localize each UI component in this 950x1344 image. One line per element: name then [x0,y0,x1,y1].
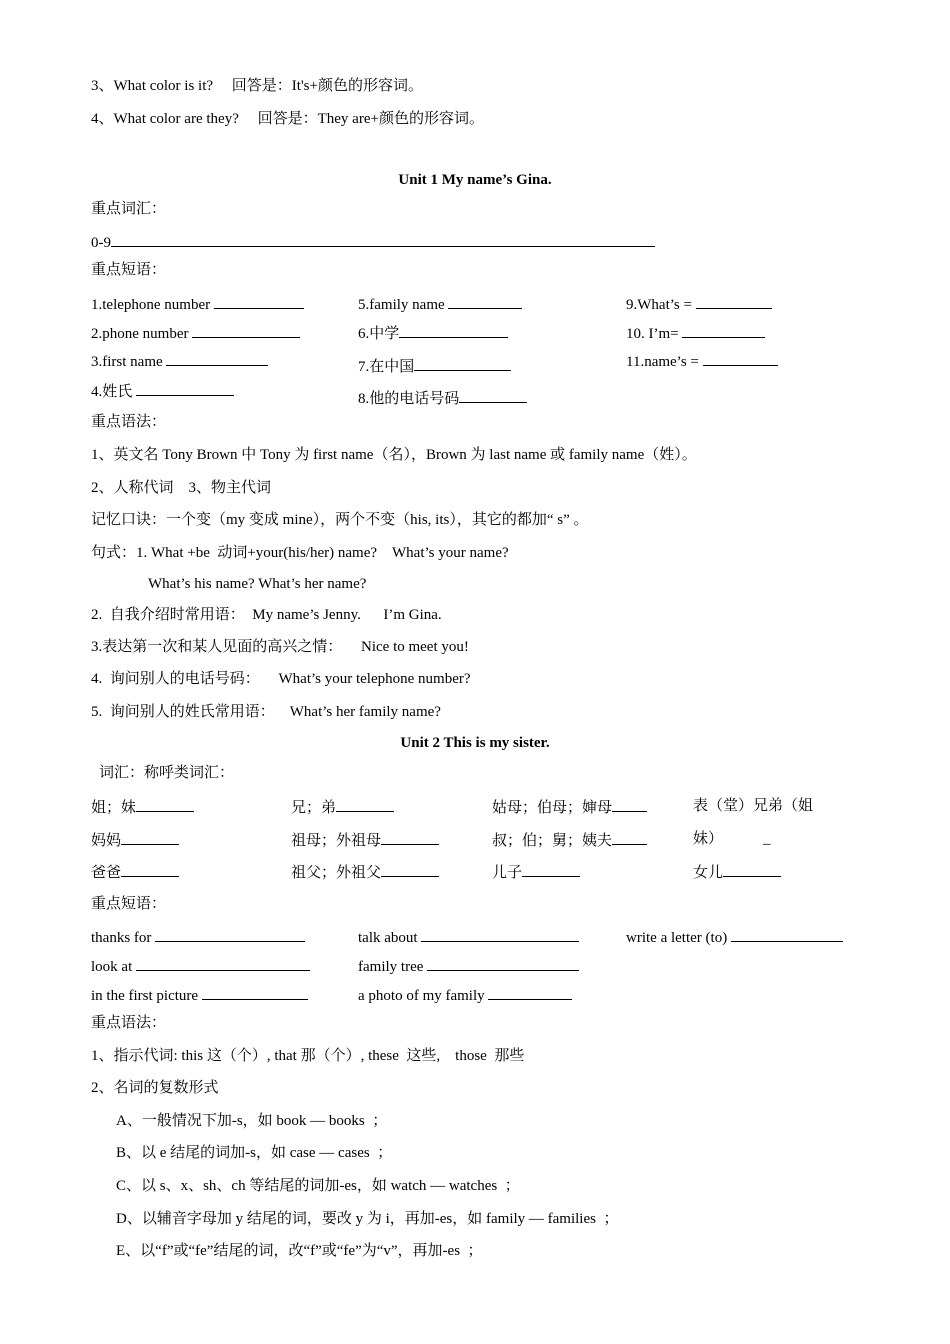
unit2-plural-rule-d: D、以辅音字母加 y 结尾的词，要改 y 为 i，再加-es，如 family — families ； [116,1211,619,1227]
unit1-grammar-6: 2. 自我介绍时常用语： My name’s Jenny. I’m Gina. [91,607,442,623]
unit1-grammar-8: 4. 询问别人的电话号码： What’s your telephone number? [91,671,471,687]
unit1-phrase-2: 2.phone number [91,323,300,343]
unit2-grammar-2: 2、名词的复数形式 [91,1080,219,1096]
unit2-plural-rule-b: B、以 e 结尾的词加-s，如 case — cases ； [116,1145,393,1161]
unit1-grammar-2: 2、人称代词 3、物主代词 [91,480,272,496]
unit2-word-5: 祖母；外祖母 [291,830,439,850]
unit2-word-4: 兄；弟 [291,797,394,817]
color-question-2: 4、What color are they? 回答是：They are+颜色的形容词。 [91,111,484,127]
unit2-word-1: 姐；妹 [91,797,194,817]
unit2-grammar-1: 1、指示代词: this 这（个）, that 那（个）, these 这些, those 那些 [91,1048,525,1064]
unit2-plural-rule-c: C、以 s、x、sh、ch 等结尾的词加-es，如 watch — watches ； [116,1178,520,1194]
unit1-phrase-6: 6.中学 [358,323,508,343]
unit2-plural-rule-e: E、以“f”或“fe”结尾的词，改“f”或“fe”为“v”，再加-es ； [116,1243,483,1259]
unit1-phrase-11: 11.name’s = [626,351,778,371]
unit2-word-9: 儿子 [492,862,580,882]
unit1-phrase-8: 8.他的电话号码 [358,388,527,408]
unit1-grammar-7: 3.表达第一次和某人见面的高兴之情： Nice to meet you! [91,639,469,655]
unit1-vocab-heading: 重点词汇： [91,201,167,217]
unit2-word-3: 爸爸 [91,862,179,882]
unit2-phrase-5: family tree [358,956,579,976]
unit1-grammar-3: 记忆口诀：一个变（my 变成 mine），两个不变（his, its），其它的都加“ s” 。 [91,512,589,528]
unit2-word-12: 女儿 [693,862,781,882]
unit1-grammar-9: 5. 询问别人的姓氏常用语： What’s her family name? [91,704,441,720]
unit2-phrase-4: talk about [358,927,579,947]
unit1-phrase-9: 9.What’s = [626,294,772,314]
unit2-word-8: 叔；伯；舅；姨夫 [492,830,647,850]
unit1-grammar-heading: 重点语法： [91,414,167,430]
unit1-grammar-5: What’s his name? What’s her name? [148,576,367,592]
unit2-vocab-heading: 词汇：称呼类词汇： [99,765,235,781]
unit2-grammar-heading: 重点语法： [91,1015,167,1031]
unit1-numbers-row: 0-9 [91,232,655,252]
color-question-1: 3、What color is it? 回答是：It's+颜色的形容词。 [91,78,423,94]
unit2-phrase-1: thanks for [91,927,305,947]
unit2-word-2: 妈妈 [91,830,179,850]
unit2-word-10b: 妹） _ [693,831,771,847]
unit1-phrase-3: 3.first name [91,351,268,371]
unit1-phrases-heading: 重点短语： [91,262,167,278]
unit1-phrase-10: 10. I’m= [626,323,765,343]
unit2-phrase-2: look at [91,956,310,976]
unit2-word-10a: 表（堂）兄弟（姐 [693,798,814,814]
unit1-grammar-4: 句式：1. What +be 动词+your(his/her) name? What’s your name? [91,545,509,561]
unit1-phrase-5: 5.family name [358,294,522,314]
unit2-phrase-3: in the first picture [91,985,308,1005]
unit1-phrase-7: 7.在中国 [358,356,511,376]
unit2-title: Unit 2 This is my sister. [400,735,550,751]
unit1-title: Unit 1 My name’s Gina. [398,172,552,188]
unit2-phrase-6: a photo of my family [358,985,572,1005]
unit1-phrase-4: 4.姓氏 [91,381,234,401]
unit2-plural-rule-a: A、一般情况下加-s，如 book — books ； [116,1113,388,1129]
unit1-phrase-1: 1.telephone number [91,294,304,314]
unit1-grammar-1: 1、英文名 Tony Brown 中 Tony 为 first name（名），Brown 为 last name 或 family name（姓）。 [91,447,697,463]
unit2-phrase-7: write a letter (to) [626,927,843,947]
unit2-word-6: 祖父；外祖父 [291,862,439,882]
unit2-phrases-heading: 重点短语： [91,896,167,912]
unit2-word-7: 姑母；伯母；婶母 [492,797,647,817]
